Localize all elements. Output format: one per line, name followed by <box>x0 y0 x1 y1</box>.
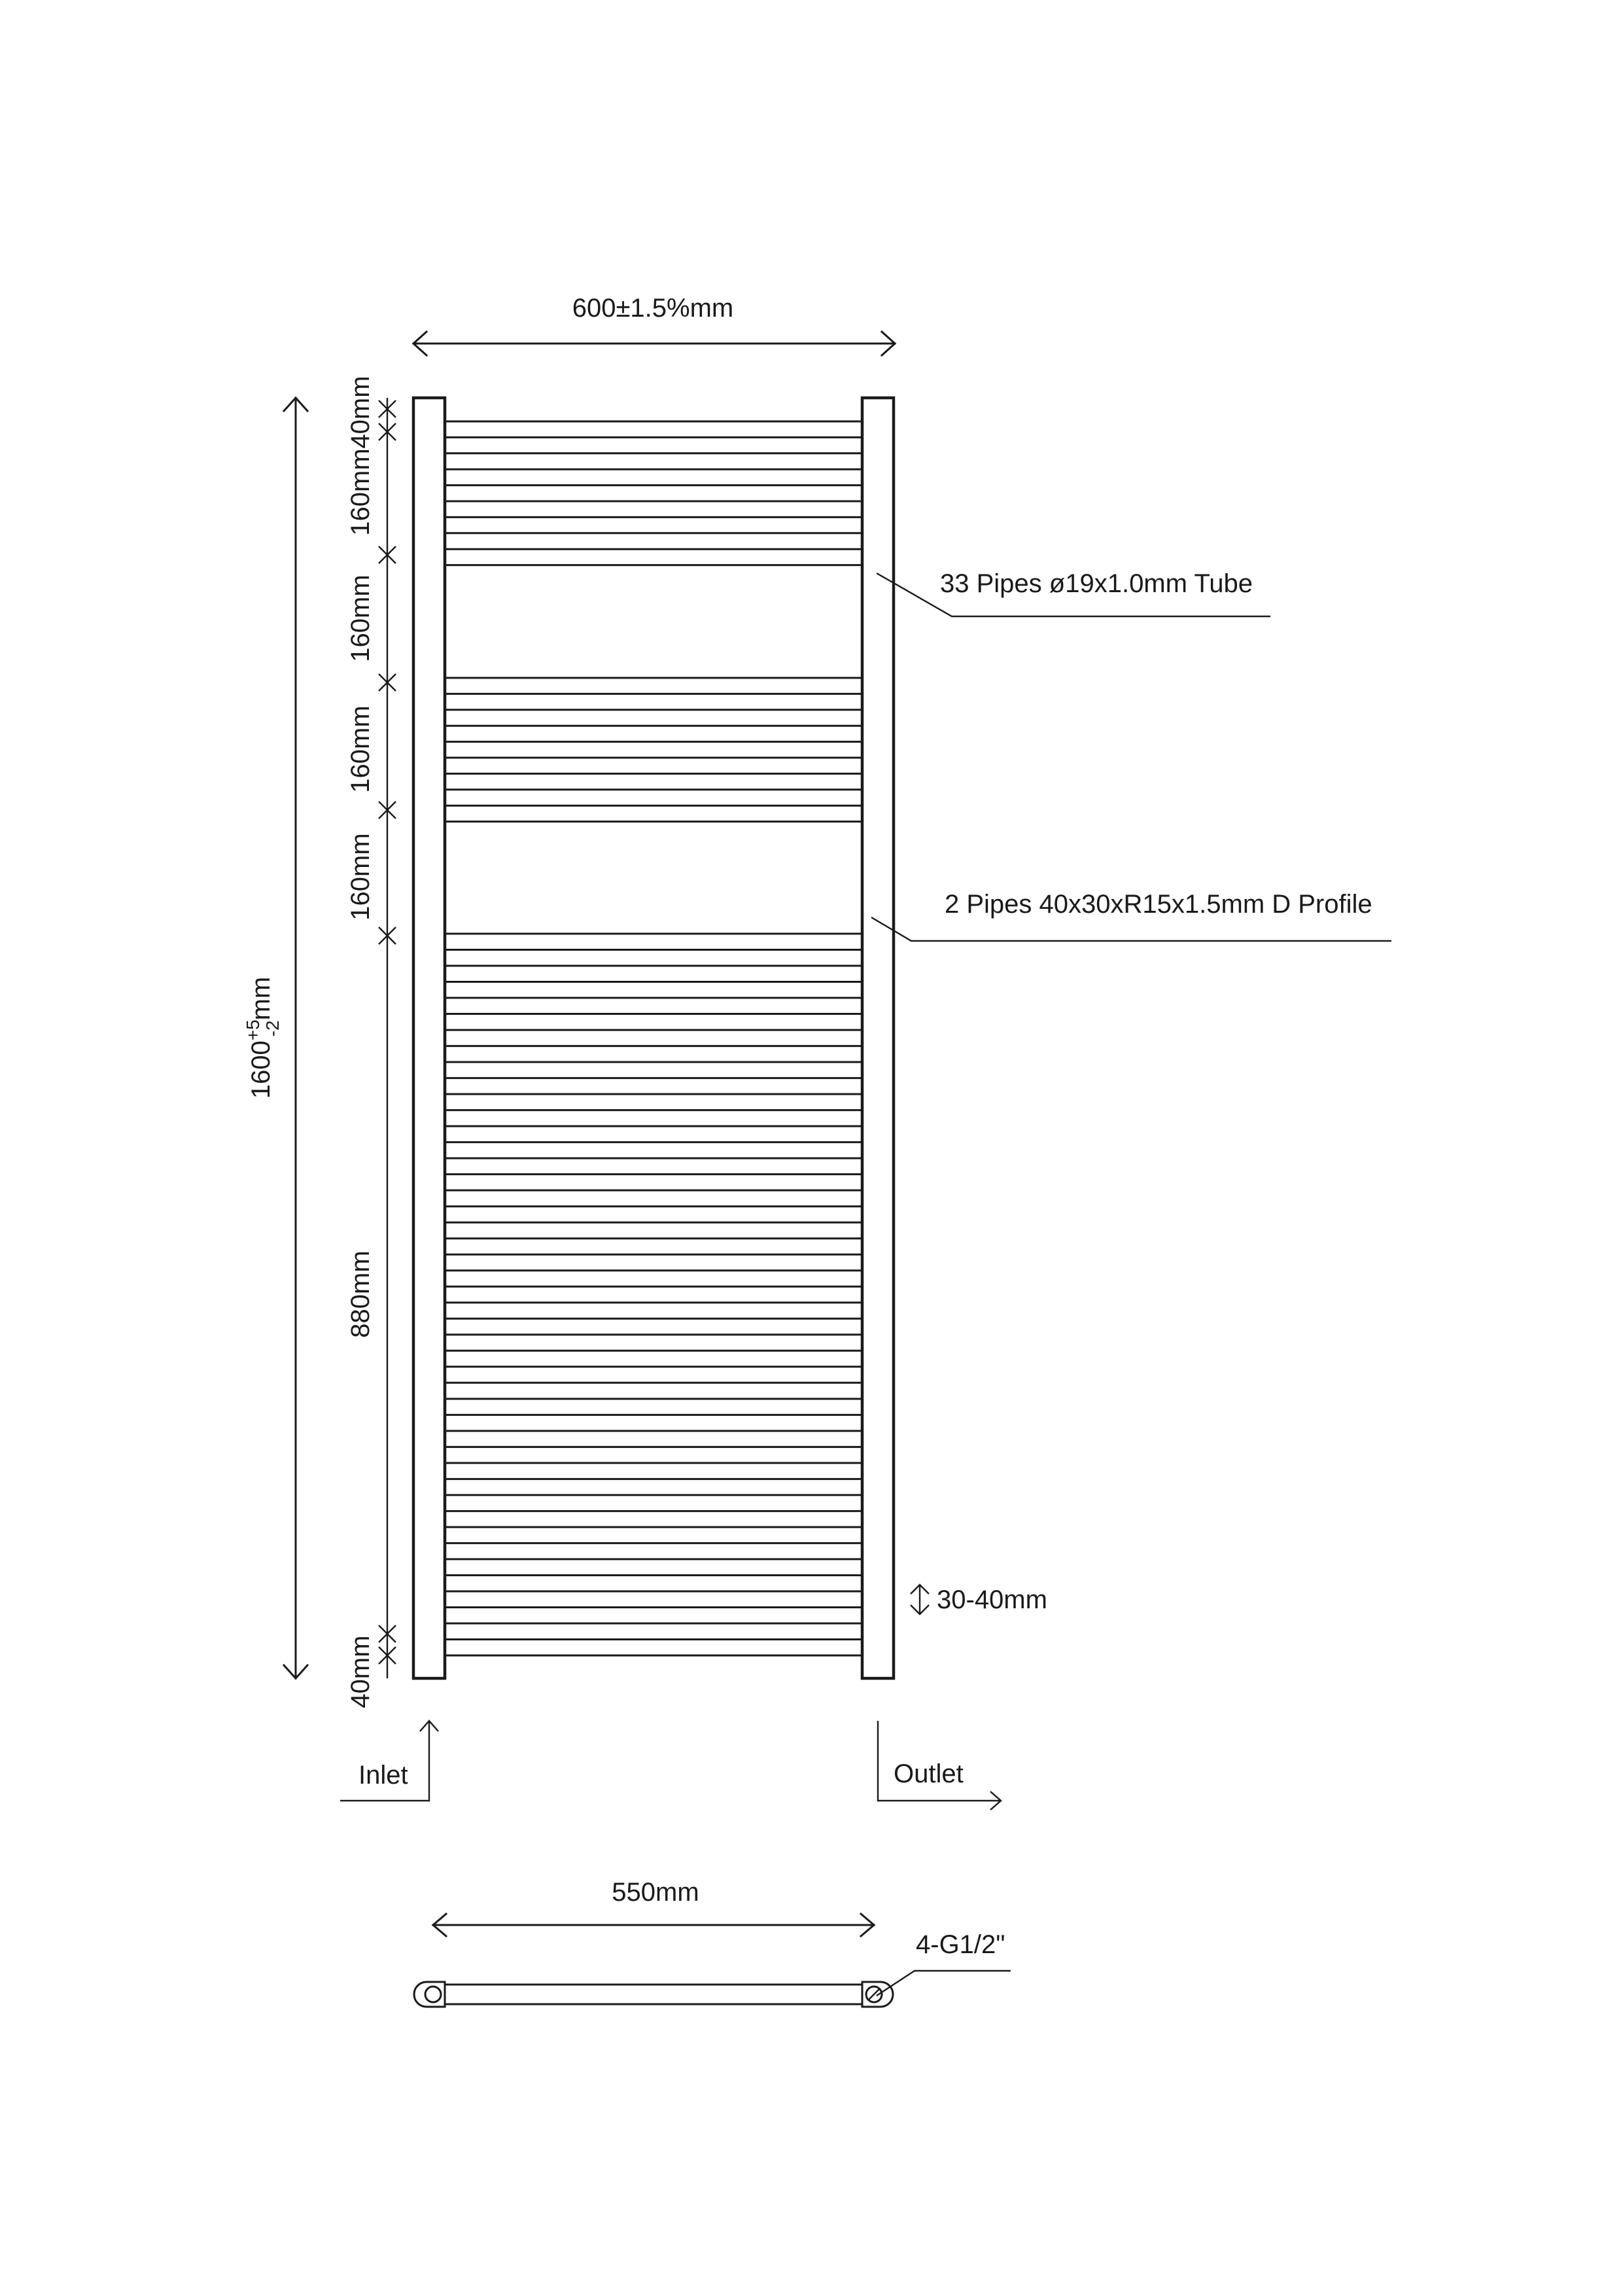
left-port-circle <box>425 1987 441 2002</box>
centres-dimension <box>433 1878 874 1936</box>
tube-pipes <box>445 421 862 1655</box>
seg-main-label: 880mm <box>346 1250 375 1338</box>
height-label: $1600^{+5}-2mm$ <box>243 976 283 1099</box>
seg-3-label: 160mm <box>346 705 375 793</box>
connection-label: 4-G1/2" <box>916 1930 1005 1959</box>
inlet-marker <box>340 1721 438 1801</box>
tubes-callout <box>877 569 1270 616</box>
pipe-gap-dimension <box>911 1585 1047 1614</box>
right-rail <box>862 398 894 1678</box>
width-label: 600±1.5%mm <box>572 294 734 323</box>
inlet-label: Inlet <box>358 1761 408 1790</box>
seg-1-label: 160mm <box>346 448 375 536</box>
plan-view <box>414 1982 893 2007</box>
segment-dimension-chain <box>346 376 396 1708</box>
height-dimension <box>243 398 307 1678</box>
connection-callout <box>877 1930 1011 1996</box>
profiles-callout-label: 2 Pipes 40x30xR15x1.5mm D Profile <box>945 890 1372 919</box>
centres-label: 550mm <box>612 1878 699 1907</box>
seg-4-label: 160mm <box>346 833 375 921</box>
left-rail <box>413 398 445 1678</box>
outlet-label: Outlet <box>894 1759 964 1788</box>
outlet-marker <box>878 1721 1001 1810</box>
seg-2-label: 160mm <box>346 574 375 662</box>
pipe-gap-label: 30-40mm <box>937 1585 1047 1614</box>
seg-bottom-label: 40mm <box>346 1635 375 1708</box>
width-dimension <box>413 294 895 355</box>
seg-top-label: 40mm <box>346 376 375 449</box>
tubes-callout-label: 33 Pipes ø19x1.0mm Tube <box>940 569 1253 598</box>
profiles-callout <box>871 890 1391 941</box>
